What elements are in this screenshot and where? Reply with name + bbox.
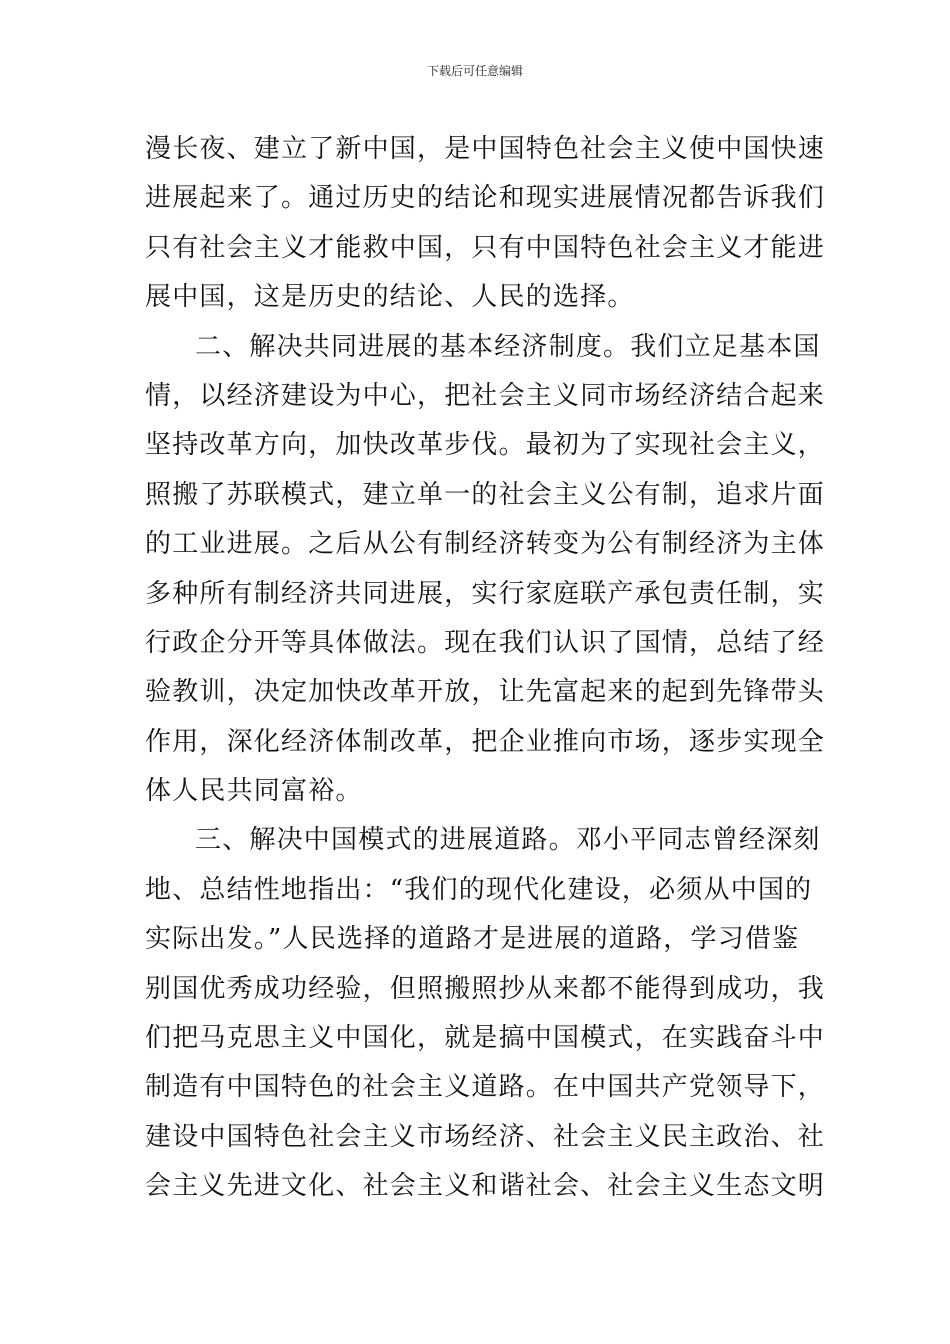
body-text bbox=[145, 125, 826, 1212]
text-line: 行政企分开等具体做法。现在我们认识了国情，总结了经 bbox=[145, 627, 826, 658]
text-line: 地、总结性地指出：“我们的现代化建设，必须从中国的 bbox=[145, 874, 813, 905]
paragraph-first-line: 三、解决中国模式的进展道路。邓小平同志曾经深刻 bbox=[195, 825, 821, 856]
text-line: 实际出发。”人民选择的道路才是进展的道路，学习借鉴 bbox=[145, 924, 800, 955]
text-line: 展中国，这是历史的结论、人民的选择。 bbox=[145, 282, 635, 313]
text-line: 建设中国特色社会主义市场经济、社会主义民主政治、社 bbox=[145, 1121, 826, 1152]
text-line: 多种所有制经济共同进展，实行家庭联产承包责任制，实 bbox=[145, 578, 826, 609]
text-line: 的工业进展。之后从公有制经济转变为公有制经济为主体 bbox=[145, 529, 826, 560]
text-line: 会主义先进文化、社会主义和谐社会、社会主义生态文明 bbox=[145, 1171, 826, 1202]
text-line: 进展起来了。通过历史的结论和现实进展情况都告诉我们 bbox=[145, 183, 826, 214]
text-line: 作用，深化经济体制改革，把企业推向市场，逐步实现全 bbox=[145, 726, 826, 757]
text-line: 别国优秀成功经验，但照搬照抄从来都不能得到成功，我 bbox=[145, 973, 826, 1004]
paragraph-first-line: 二、解决共同进展的基本经济制度。我们立足基本国 bbox=[195, 331, 821, 362]
text-line: 验教训，决定加快改革开放，让先富起来的起到先锋带头 bbox=[145, 677, 826, 708]
text-line: 坚持改革方向，加快改革步伐。最初为了实现社会主义， bbox=[145, 430, 826, 461]
text-line: 情，以经济建设为中心，把社会主义同市场经济结合起来 bbox=[145, 380, 826, 411]
text-line: 制造有中国特色的社会主义道路。在中国共产党领导下， bbox=[145, 1072, 826, 1103]
text-line: 只有社会主义才能救中国，只有中国特色社会主义才能进 bbox=[145, 232, 826, 263]
text-line: 照搬了苏联模式，建立单一的社会主义公有制，追求片面 bbox=[145, 479, 826, 510]
text-line: 漫长夜、建立了新中国，是中国特色社会主义使中国快速 bbox=[145, 134, 826, 164]
page-header: 下载后可任意编辑 bbox=[426, 64, 523, 78]
text-line: 们把马克思主义中国化，就是搞中国模式，在实践奋斗中 bbox=[145, 1023, 826, 1054]
text-line: 体人民共同富裕。 bbox=[145, 776, 363, 807]
